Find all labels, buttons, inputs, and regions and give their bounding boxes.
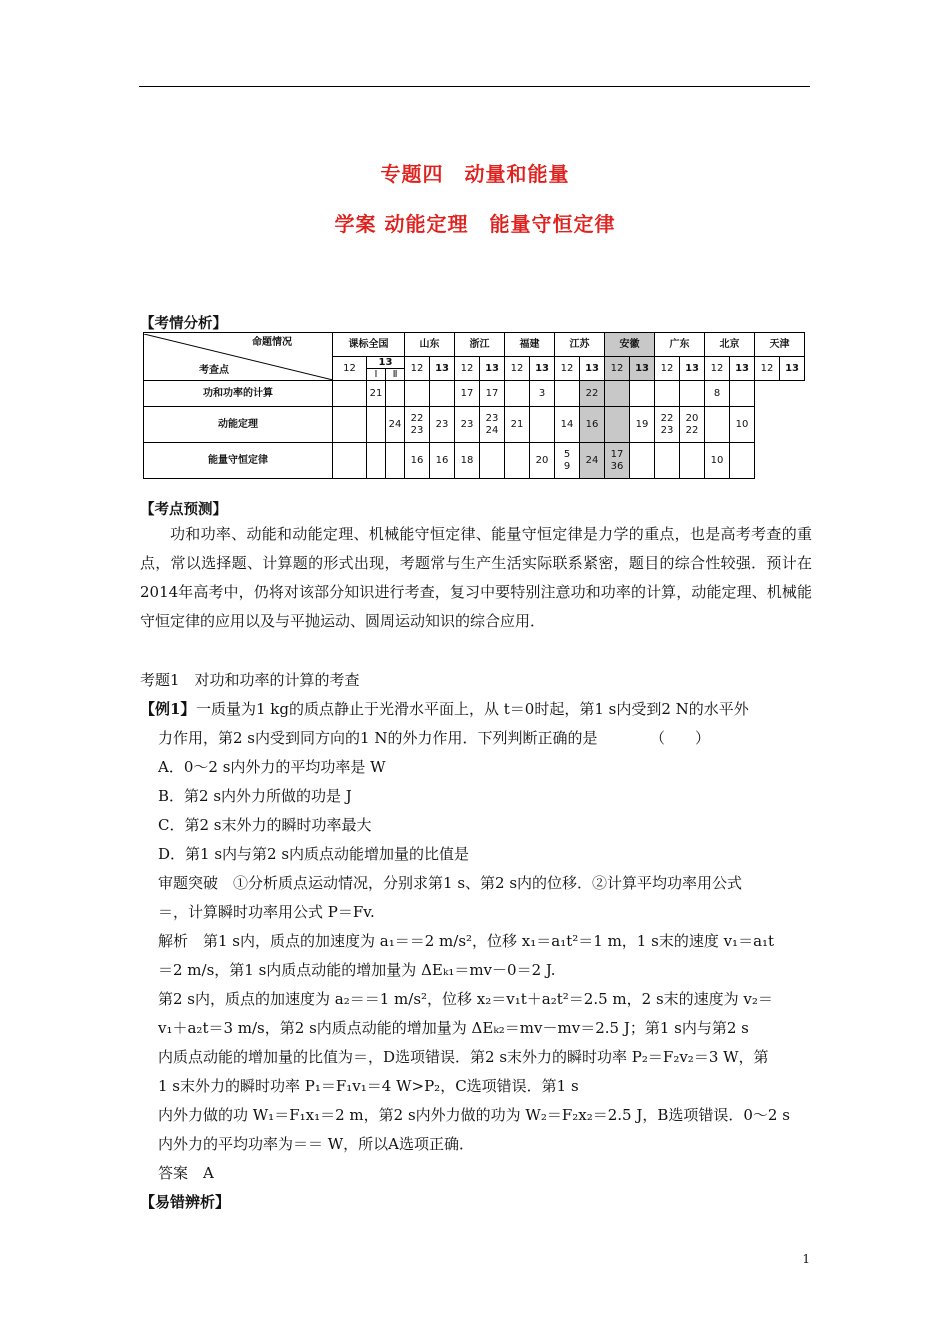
value-cell: 18 — [455, 443, 480, 479]
option-c: C．第2 s末外力的瞬时功率最大 — [158, 816, 372, 834]
forecast-paragraph: 功和功率、动能和动能定理、机械能守恒定律、能量守恒定律是力学的重点，也是高考考查的重点，常以选择题、计算题的形式出现，考题常与生产生活实际联系紧密，题目的综合性较强．预计在2014年高考中，仍将对该部分知识进行考查，复习中要特别注意功和功率的计算，动能定理、机械能守恒定律的应用以及与平抛运动、圆周运动知识的综合应用． — [140, 525, 812, 630]
value-cell: 24 — [386, 407, 405, 443]
value-cell: 17 — [480, 381, 505, 407]
year-cell: 12 — [755, 357, 780, 381]
value-cell — [655, 381, 680, 407]
region-header: 浙江 — [455, 333, 505, 357]
value-cell: 3 — [530, 381, 555, 407]
value-cell — [367, 407, 386, 443]
solution-line: 内外力做的功 W₁＝F₁x₁＝2 m，第2 s内外力做的功为 W₂＝F₂x₂＝2.5 J，B选项错误．0～2 s — [158, 1106, 790, 1124]
year-cell: 12 — [405, 357, 430, 381]
year-13-label: 13 — [367, 357, 404, 369]
year-cell: 12 — [333, 357, 367, 381]
year-cell: 13 — [680, 357, 705, 381]
region-header: 广东 — [655, 333, 705, 357]
value-cell: 16 — [580, 407, 605, 443]
topic-name-cell: 动能定理 — [144, 407, 333, 443]
value-cell: 16 — [430, 443, 455, 479]
exam-analysis-table — [143, 332, 805, 479]
region-header: 福建 — [505, 333, 555, 357]
year-cell: 13 — [780, 357, 805, 381]
value-cell — [680, 381, 705, 407]
topic-name-cell: 能量守恒定律 — [144, 443, 333, 479]
solution-line: 解析 第1 s内，质点的加速度为 a₁＝＝2 m/s²，位移 x₁＝a₁t²＝1 m，1 s末的速度 v₁＝a₁t — [158, 932, 775, 950]
option-a: A．0～2 s内外力的平均功率是 W — [158, 758, 386, 776]
year-cell: 12 — [555, 357, 580, 381]
page-title: 专题四 动量和能量 — [380, 162, 570, 186]
year-cell: 13 — [730, 357, 755, 381]
year-cell: 13 — [480, 357, 505, 381]
table-row — [144, 381, 805, 407]
value-cell — [705, 407, 730, 443]
value-cell: 22 23 — [655, 407, 680, 443]
option-d: D．第1 s内与第2 s内质点动能增加量的比值是 — [158, 845, 470, 863]
value-cell: 14 — [555, 407, 580, 443]
solution-line: 内外力的平均功率为＝＝ W，所以A选项正确． — [158, 1135, 475, 1153]
sub-ii-label: Ⅱ — [392, 369, 398, 380]
corner-top-label: 命题情况 — [252, 336, 292, 348]
year-cell: 13 — [530, 357, 555, 381]
region-header: 山东 — [405, 333, 455, 357]
value-cell: 17 — [455, 381, 480, 407]
year-cell: 13 — [630, 357, 655, 381]
value-cell — [505, 381, 530, 407]
value-cell: 20 — [530, 443, 555, 479]
value-cell: 22 — [580, 381, 605, 407]
topic-name-cell: 功和功率的计算 — [144, 381, 333, 407]
hint-line: 审题突破 ①分析质点运动情况，分别求第1 s、第2 s内的位移．②计算平均功率用公式 — [158, 874, 743, 892]
value-cell — [405, 381, 430, 407]
value-cell — [386, 443, 405, 479]
value-cell — [333, 443, 367, 479]
value-cell — [605, 407, 630, 443]
year-cell: 12 — [655, 357, 680, 381]
sub-i-label: Ⅰ — [367, 369, 386, 380]
region-header: 北京 — [705, 333, 755, 357]
page-number: 1 — [802, 1252, 810, 1266]
value-cell: 24 — [580, 443, 605, 479]
table-row — [144, 407, 805, 443]
value-cell — [730, 443, 755, 479]
table-corner — [144, 333, 333, 381]
value-cell: 19 — [630, 407, 655, 443]
forecast-label: 【考点预测】 — [140, 501, 227, 518]
value-cell — [430, 381, 455, 407]
pitfall-label: 【易错辨析】 — [140, 1193, 231, 1211]
value-cell: 20 22 — [680, 407, 705, 443]
value-cell — [605, 381, 630, 407]
value-cell: 23 — [455, 407, 480, 443]
value-cell — [730, 381, 755, 407]
year-cell: 13 — [580, 357, 605, 381]
corner-bottom-label: 考查点 — [199, 364, 229, 376]
solution-line: 1 s末外力的瞬时功率 P₁＝F₁v₁＝4 W>P₂，C选项错误．第1 s — [158, 1077, 579, 1095]
question-line: 力作用，第2 s内受到同方向的1 N的外力作用．下列判断正确的是 （ ） — [158, 729, 710, 747]
region-header: 课标全国 — [333, 333, 405, 357]
value-cell: 21 — [505, 407, 530, 443]
value-cell — [480, 443, 505, 479]
question-line: 一质量为1 kg的质点静止于光滑水平面上，从 t＝0时起，第1 s内受到2 N的水平外 — [196, 700, 749, 718]
corner-diagonal — [144, 334, 333, 380]
value-cell: 8 — [705, 381, 730, 407]
year-cell: 12 — [605, 357, 630, 381]
year-cell: 13 — [430, 357, 455, 381]
example-label: 【例1】 — [140, 700, 196, 718]
value-cell — [386, 381, 405, 407]
hint-line: ＝，计算瞬时功率用公式 P＝Fv. — [158, 903, 375, 921]
value-cell — [655, 443, 680, 479]
solution-line: 内质点动能的增加量的比值为＝，D选项错误．第2 s末外力的瞬时功率 P₂＝F₂v₂＝3 W，第 — [158, 1048, 769, 1066]
header-rule — [139, 86, 810, 87]
solution-line: v₁＋a₂t＝3 m/s，第2 s内质点动能的增加量为 ΔEₖ₂＝mv－mv＝2.5 J；第1 s内与第2 s — [158, 1019, 749, 1037]
value-cell — [530, 407, 555, 443]
year-cell: 12 — [505, 357, 530, 381]
value-cell: 16 — [405, 443, 430, 479]
region-header: 江苏 — [555, 333, 605, 357]
value-cell — [333, 381, 367, 407]
value-cell: 10 — [705, 443, 730, 479]
value-cell — [505, 443, 530, 479]
analysis-label: 【考情分析】 — [140, 315, 227, 332]
value-cell — [630, 381, 655, 407]
year-cell: 12 — [455, 357, 480, 381]
solution-line: 第2 s内，质点的加速度为 a₂＝＝1 m/s²，位移 x₂＝v₁t＋a₂t²＝2.5 m，2 s末的速度为 v₂＝ — [158, 990, 773, 1008]
value-cell: 17 36 — [605, 443, 630, 479]
option-b: B．第2 s内外力所做的功是 J — [158, 787, 352, 805]
year-cell-13-split — [367, 357, 405, 381]
value-cell: 10 — [730, 407, 755, 443]
value-cell: 22 23 — [405, 407, 430, 443]
region-header: 安徽 — [605, 333, 655, 357]
page-subtitle: 学案 动能定理 能量守恒定律 — [334, 212, 616, 236]
value-cell — [333, 407, 367, 443]
value-cell — [555, 381, 580, 407]
value-cell — [630, 443, 655, 479]
value-cell — [680, 443, 705, 479]
region-header: 天津 — [755, 333, 805, 357]
year-cell: 12 — [705, 357, 730, 381]
solution-line: ＝2 m/s，第1 s内质点动能的增加量为 ΔEₖ₁＝mv－0＝2 J. — [158, 961, 556, 979]
topic1-heading: 考题1 对功和功率的计算的考查 — [140, 671, 360, 689]
value-cell: 21 — [367, 381, 386, 407]
value-cell: 23 24 — [480, 407, 505, 443]
table-row — [144, 443, 805, 479]
answer-line: 答案 A — [158, 1164, 214, 1182]
value-cell: 5 9 — [555, 443, 580, 479]
value-cell: 23 — [430, 407, 455, 443]
value-cell — [367, 443, 386, 479]
